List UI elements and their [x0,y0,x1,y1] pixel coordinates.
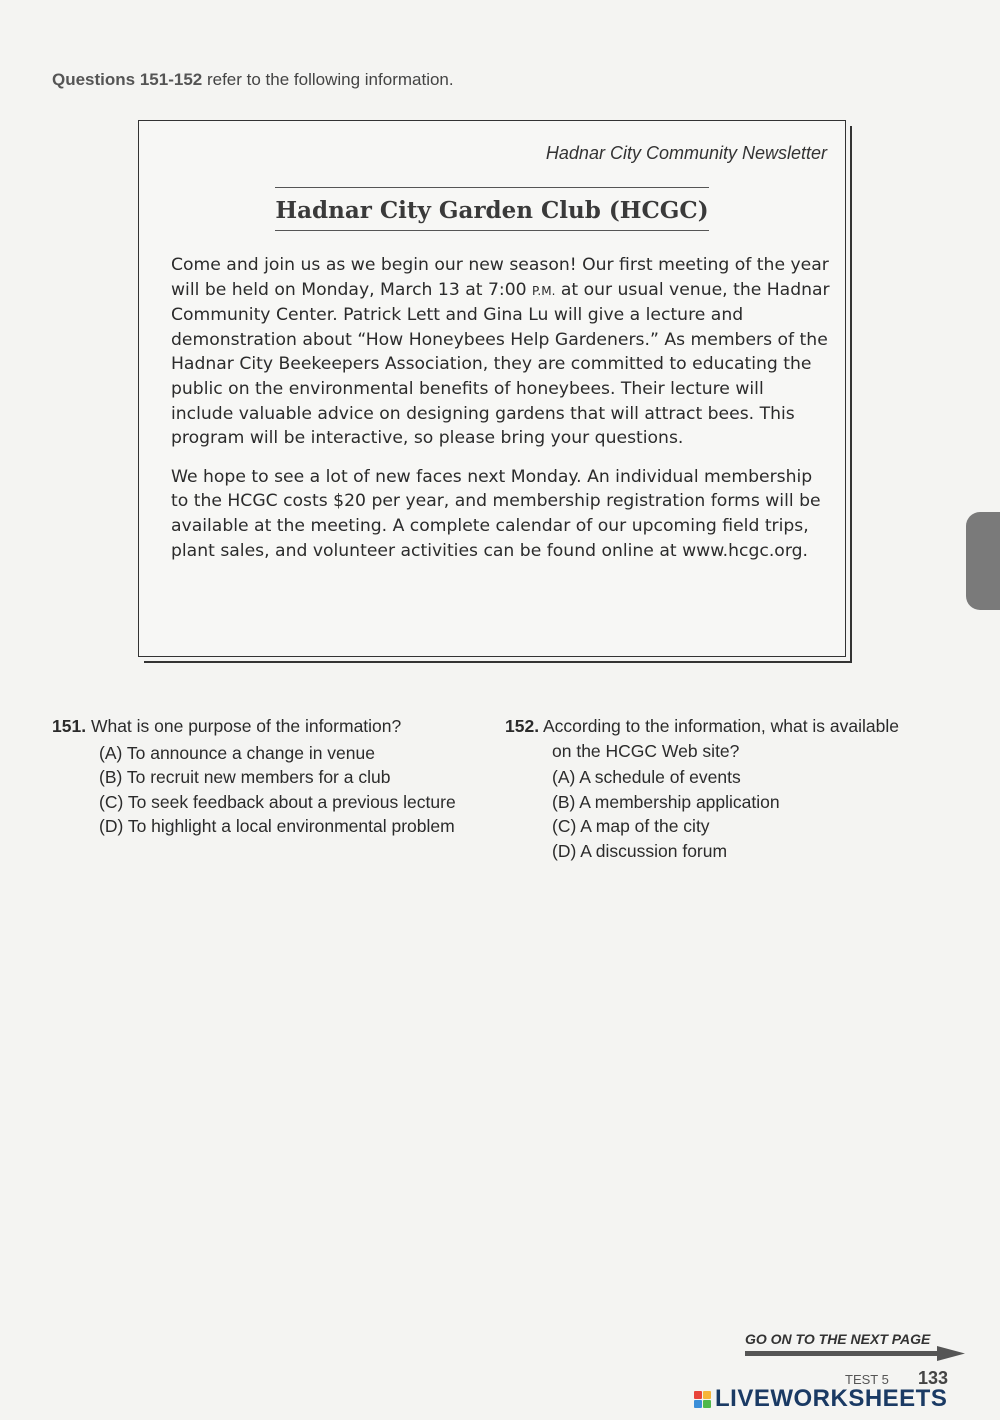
questions-intro [52,70,454,90]
passage-body [171,253,831,577]
page-number: 133 [918,1368,949,1388]
questions-range: Questions 151-152 [52,70,203,89]
test-number: TEST 5 [845,1372,889,1387]
option-c[interactable]: (C) A map of the city [552,816,710,837]
paragraph-2: We hope to see a lot of new faces next Monday. An individual membership to the HCGC costs $20 per year, and membership registration forms will be available at the meeting. A complete calendar of our upcoming field trips, plant sales, and volunteer activities can be found online at www.hcgc.org. [171,466,821,561]
option-a[interactable]: (A) To announce a change in venue [99,742,375,763]
question-text: What is one purpose of the information? [90,716,402,736]
newsletter-name: Hadnar City Community Newsletter [545,143,827,163]
liveworksheets-watermark [694,1386,947,1412]
arrow-right-icon [745,1346,967,1362]
paragraph-1-text-a: Come and join us as we begin our new season! Our first meeting of the year will be held on Monday, March 13 at 7:00 [171,255,829,300]
option-c[interactable]: (C) To seek feedback about a previous lecture [99,791,456,812]
passage-title: Hadnar City Garden Club (HCGC) [275,187,709,231]
go-on-label: GO ON TO THE NEXT PAGE [745,1331,931,1347]
option-d[interactable]: (D) A discussion forum [552,840,728,861]
question-152-stem [505,714,905,763]
question-text: According to the information, what is available on the HCGC Web site? [542,716,899,761]
intro-text: refer to the following information. [202,70,454,89]
option-b[interactable]: (B) To recruit new members for a club [99,767,391,788]
option-b[interactable]: (B) A membership application [552,791,780,812]
question-number: 151. [52,716,87,736]
paragraph-1 [171,253,831,451]
question-152 [505,714,905,864]
paragraph-1-text-b: at our usual venue, the Hadnar Community Center. Patrick Lett and Gina Lu will give a lecture and demonstration about “How Honeybees Help Gardeners.” As members of the Hadnar City Beekeepers Association, they are committed to educating the public on the environmental benefits of honeybees. Their lecture will include valuable advice on designing gardens that will attract bees. This program will be interactive, so please bring your questions. [171,279,830,449]
option-d[interactable]: (D) To highlight a local environmental problem [99,816,455,837]
question-151-stem [52,714,472,739]
time-suffix: P.M. [532,283,556,298]
question-number: 152. [505,716,540,736]
liveworksheets-logo-icon [694,1391,711,1408]
question-151 [52,714,472,839]
watermark-text: LIVEWORKSHEETS [715,1385,948,1412]
newsletter-passage [138,120,846,657]
option-a[interactable]: (A) A schedule of events [552,767,741,788]
test-tab-marker [966,512,1000,610]
